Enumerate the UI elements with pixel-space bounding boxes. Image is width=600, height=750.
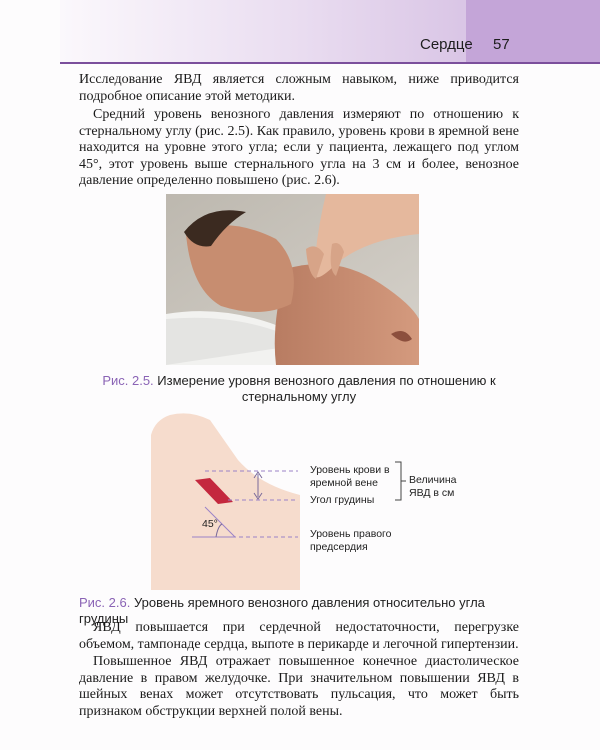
brace (395, 462, 406, 500)
jvp-diagram (0, 400, 600, 590)
paragraph-intro: Исследование ЯВД является сложным навыком, ниже приводится подробное описание этой методики. (79, 72, 519, 104)
figure2-text: Уровень яремного венозного давления относительно угла грудины (79, 595, 485, 626)
figure2-label: Рис. 2.6. (79, 595, 131, 610)
header-rule (60, 62, 600, 64)
label-angle: 45° (202, 518, 218, 530)
paragraph-mechanism: Повышенное ЯВД отражает повышенное конечное диастолическое давление в правом желудочке. При значительном повышении ЯВД в шейных венах может отсутствовать пульсация, что может быть признаком обструкции верхней полой вены. (79, 654, 519, 719)
figure1-label: Рис. 2.5. (102, 373, 154, 388)
paragraph-causes: ЯВД повышается при сердечной недостаточности, перегрузке объемом, тампонаде сердца, выпоте в перикарде и легочной гипертензии. (79, 620, 519, 652)
paragraph-sternal-angle: Средний уровень венозного давления измеряют по отношению к стернальному углу (рис. 2.5). Как правило, уровень крови в яремной вене находится на уровне этого угла; если у пациента, лежащего под углом 45°, этот уровень выше стернального угла на 3 см и более, венозное давление определенно повышено (рис. 2.6). (79, 107, 519, 188)
label-right-atrium: Уровень правого предсердия (310, 528, 392, 553)
figure-photo (166, 194, 419, 365)
label-blood-level: Уровень крови в яремной вене (310, 464, 390, 489)
label-sternal-angle: Угол грудины (310, 494, 375, 506)
page-number: 57 (493, 36, 510, 53)
figure1-text: Измерение уровня венозного давления по отношению к стернальному углу (157, 373, 496, 404)
header-tab (466, 0, 600, 62)
section-heading: Сердце (420, 36, 473, 53)
label-magnitude: Величина ЯВД в см (409, 474, 457, 499)
